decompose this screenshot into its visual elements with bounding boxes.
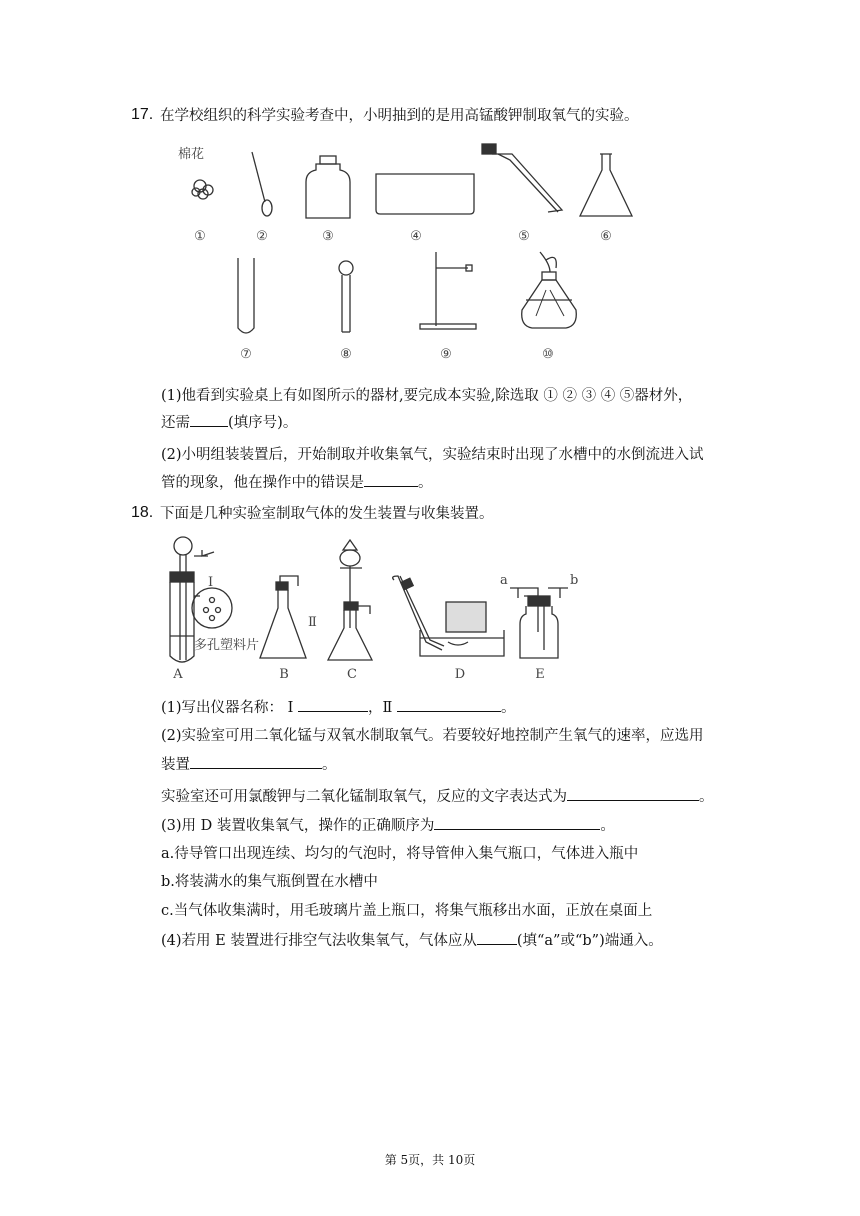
port-b-label: b [570,573,579,588]
svg-text:⑨: ⑨ [440,347,452,362]
svg-text:⑩: ⑩ [542,347,554,362]
q17-part2-line2: 管的现象，他在操作中的错误是 。 [161,472,433,493]
svg-text:②: ② [256,229,268,244]
answer-blank[interactable] [190,412,228,427]
q17-part2-line1: (2)小明组装装置后，开始制取并收集氧气，实验结束时出现了水槽中的水倒流进入试 [161,447,704,463]
mark-i-label: Ⅰ [208,575,214,590]
delivery-tube-icon [482,144,562,212]
cotton-label: 棉花 [178,147,205,162]
cotton-icon [192,180,213,199]
answer-blank[interactable] [567,786,699,801]
medicine-spoon-icon [252,152,272,216]
svg-text:③: ③ [322,229,334,244]
answer-blank[interactable] [434,815,600,830]
svg-text:E: E [535,667,545,682]
q18-apparatus-figure [158,532,588,682]
port-a-label: a [500,573,508,588]
gas-collecting-bottle-icon [306,156,350,218]
apparatus-b-icon [260,576,306,658]
apparatus-d-icon [393,576,504,656]
answer-blank[interactable] [190,754,322,769]
apparatus-c-icon [328,540,372,660]
q18-option-c: c.当气体收集满时，用毛玻璃片盖上瓶口，将集气瓶移出水面，正放在桌面上 [161,903,653,919]
mark-ii-label: Ⅱ [308,615,317,630]
iron-stand-icon [420,252,476,329]
q18-part3: (3)用 D 装置收集氧气，操作的正确顺序为 。 [161,815,615,836]
answer-blank[interactable] [364,472,418,487]
q18-part2-line3: 实验室还可用氯酸钾与二氧化锰制取氧气，反应的文字表达式为 。 [161,786,714,807]
svg-text:⑦: ⑦ [240,347,252,362]
svg-text:C: C [347,667,357,682]
svg-text:A: A [173,667,183,682]
question-18-stem: 下面是几种实验室制取气体的发生装置与收集装置。 [160,506,494,522]
thistle-funnel-icon [339,261,353,332]
alcohol-lamp-icon [522,252,577,328]
q18-part4: (4)若用 E 装置进行排空气法收集氧气，气体应从 (填“a”或“b”)端通入。 [161,930,663,951]
q18-option-b: b.将装满水的集气瓶倒置在水槽中 [161,874,378,890]
q18-part2-line1: (2)实验室可用二氧化锰与双氧水制取氧气。若要较好地控制产生氧气的速率，应选用 [161,728,704,744]
water-trough-icon [376,174,474,214]
question-17-stem: 在学校组织的科学实验考查中，小明抽到的是用高锰酸钾制取氧气的实验。 [160,108,639,124]
page-footer: 第 5页，共 10页 [384,1153,476,1167]
plate-label: 多孔塑料片 [194,638,260,653]
answer-blank[interactable] [298,697,368,712]
q17-part1-line2: 还需 (填序号)。 [161,412,297,433]
q17-part1-line1: (1)他看到实验桌上有如图所示的器材,要完成本实验,除选取 ① ② ③ ④ ⑤器材外， [161,388,693,404]
answer-blank[interactable] [397,697,501,712]
q17-apparatus-figure [170,140,650,365]
conical-flask-icon [580,154,632,216]
svg-text:⑧: ⑧ [340,347,352,362]
question-17-number: 17. [131,106,154,123]
svg-text:④: ④ [410,229,422,244]
test-tube-icon [238,258,254,333]
svg-text:⑤: ⑤ [518,229,530,244]
question-18-number: 18. [131,504,154,521]
svg-text:D: D [454,667,466,682]
q18-part1: (1)写出仪器名称： Ⅰ ，Ⅱ 。 [161,697,515,718]
svg-text:B: B [279,667,289,682]
q18-option-a: a.待导管口出现连续、均匀的气泡时，将导管伸入集气瓶口，气体进入瓶中 [161,846,639,862]
answer-blank[interactable] [477,930,517,945]
svg-text:①: ① [194,229,206,244]
svg-text:⑥: ⑥ [600,229,612,244]
q18-part2-line2: 装置 。 [161,754,337,775]
apparatus-e-icon [510,588,568,658]
